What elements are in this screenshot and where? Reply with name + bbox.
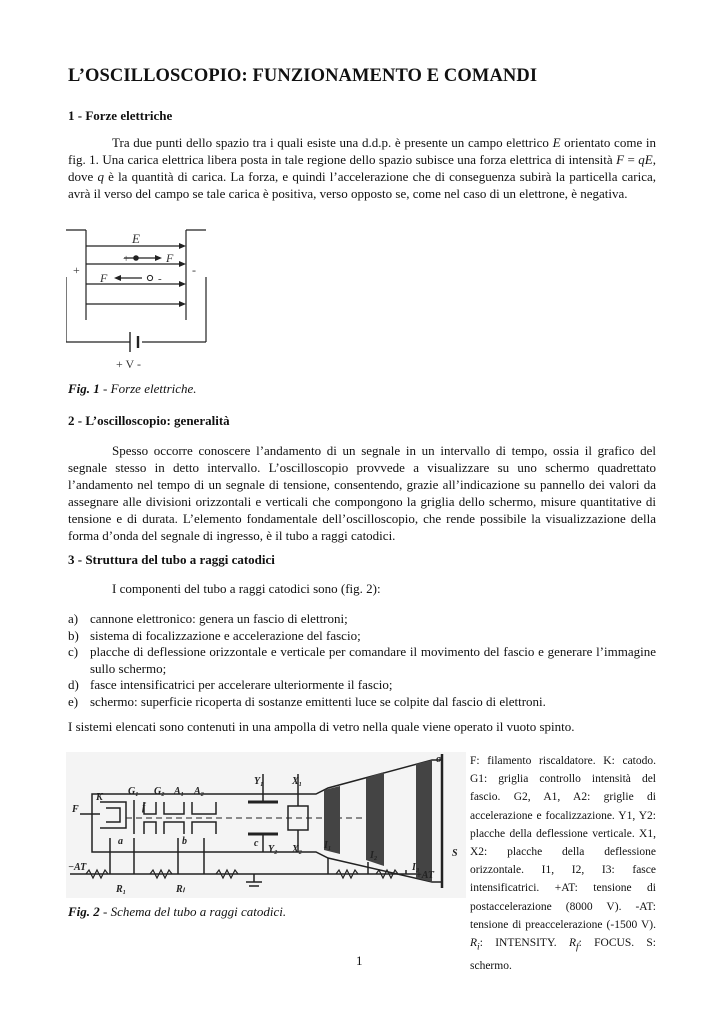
figure-1-caption [68, 381, 197, 397]
label-y2: Y₂ [268, 844, 278, 855]
label-i3: I₃ [412, 862, 420, 873]
label-minus-at: −AT [68, 862, 87, 873]
label-x2: X₂ [292, 844, 303, 855]
section-1-paragraph [68, 134, 656, 202]
label-f-filament: F [72, 804, 79, 815]
figure-2-caption-text: - Schema del tubo a raggi catodici. [99, 904, 287, 919]
positive-charge-sign: + [123, 253, 130, 265]
list-item-text: cannone elettronico: genera un fascio di elettroni; [90, 611, 348, 626]
list-item [68, 611, 656, 628]
figure-2-number: Fig. 2 [68, 904, 100, 919]
list-item-label: e) [68, 693, 79, 709]
section-2-heading: 2 - L’oscilloscopio: generalità [68, 413, 230, 428]
label-sigma: σ [436, 754, 442, 765]
negative-charge-sign: - [158, 273, 162, 285]
force-label-positive: F [166, 251, 174, 265]
label-plus-at: +AT [416, 870, 434, 881]
list-item-text: placche di deflessione orizzontale e verticale per comandare il movimento del fascio e generare l’immagine sullo schermo; [90, 644, 656, 676]
label-i2: I₂ [370, 850, 378, 861]
label-a2: A₂ [194, 786, 205, 797]
section-3-intro-text: I componenti del tubo a raggi catodici sono (fig. 2): [112, 581, 381, 596]
figure-1-caption-text: - Forze elettriche. [99, 381, 197, 396]
page-title: L’OSCILLOSCOPIO: FUNZIONAMENTO E COMANDI [68, 66, 538, 86]
section-3-heading: 3 - Struttura del tubo a raggi catodici [68, 552, 275, 567]
plate-minus-sign: - [192, 263, 196, 277]
field-label: E [132, 231, 140, 246]
label-s: S [452, 848, 458, 859]
list-item-label: d) [68, 677, 79, 692]
page-number: 1 [356, 953, 363, 968]
label-a1: A₁ [174, 786, 185, 797]
list-item-label: c) [68, 644, 79, 659]
battery-label: + V - [116, 357, 141, 371]
label-k: K [96, 792, 103, 803]
label-r-intensity: R₁ [116, 884, 127, 895]
label-r-focus: Rₗ [176, 884, 185, 895]
list-item [68, 644, 656, 677]
components-list [68, 611, 656, 710]
label-b: b [182, 836, 187, 847]
closing-paragraph: I sistemi elencati sono contenuti in una ampolla di vetro nella quale viene operato il vuoto spinto. [68, 719, 575, 734]
label-x1: X₁ [292, 776, 303, 787]
plate-plus-sign: + [73, 263, 80, 277]
list-item-label: b) [68, 627, 79, 643]
label-g1: G₁ [128, 786, 139, 797]
figure-2-crt-schematic [66, 752, 466, 898]
label-y1: Y₁ [254, 776, 264, 787]
label-g2: G₂ [154, 786, 165, 797]
label-a: a [118, 836, 123, 847]
figure-2-legend: F: filamento riscaldatore. K: catodo. G1: griglia controllo intensità del fascio. G2, A1, A2: griglie di accelerazione e focalizzazione. Y1, Y2: placche della deflessione verticale. X1, X2: placche della deflessione orizzontale. I1, I2, I3: fasce intensificatrici. +AT: tensione di postaccelerazione (8000 V). -AT: tensione di preaccelerazione (-1500 V). $R_i$: INTENSITY. $R_f$: FOCUS. S: schermo. [470, 755, 656, 972]
list-item-text: fasce intensificatrici per accelerare ulteriormente il fascio; [90, 677, 393, 692]
section-2-paragraph [68, 442, 656, 544]
figure-1-number: Fig. 1 [68, 381, 100, 396]
figure-1-electric-field [66, 222, 216, 372]
list-item-text: schermo: superficie ricoperta di sostanze emittenti luce se colpite dal fascio di elettroni. [90, 693, 546, 709]
list-item [68, 677, 656, 694]
section-1-text: Tra due punti dello spazio tra i quali esiste una d.d.p. è presente un campo elettrico E orientato come in fig. 1. Una carica elettrica libera posta in tale regione dello spazio subisce una forza elettrica di intensità F = qE, dove q è la quantità di carica. La forza, e quindi l’accelerazione che di conseguenza subirà la particella carica, avrà il verso del campo se tale carica è positiva, verso opposto se, come nel caso di un elettrone, è negativa. [68, 135, 656, 201]
section-3-intro [68, 580, 656, 597]
list-item-label: a) [68, 611, 79, 626]
force-label-negative: F [100, 271, 108, 285]
figure-2-caption [68, 904, 286, 920]
label-f-small: f [142, 802, 146, 813]
list-item-text: sistema di focalizzazione e accelerazione del fascio; [90, 627, 361, 643]
list-item [68, 694, 656, 711]
label-c: c [254, 838, 259, 849]
section-2-text: Spesso occorre conoscere l’andamento di un segnale in un intervallo di tempo, ossia il grafico del segnale stesso in detto intervallo. L’oscilloscopio provvede a visualizzare su uno schermo quadrettato l’andamento nel tempo di un segnale di tensione, consentendo, grazie all’indicazione su pannello dei valori da assegnare alle divisioni orizzontali e verticali che compongono la griglia dello schermo, misure quantitative di tensione e di durata. L’elemento fondamentale dell’oscilloscopio, che rende possibile la visualizzazione della forma d’onda del segnale di ingresso, è il tubo a raggi catodici. [68, 443, 656, 543]
list-item [68, 628, 656, 645]
section-1-heading: 1 - Forze elettriche [68, 108, 173, 123]
label-i1: I₁ [324, 840, 332, 851]
